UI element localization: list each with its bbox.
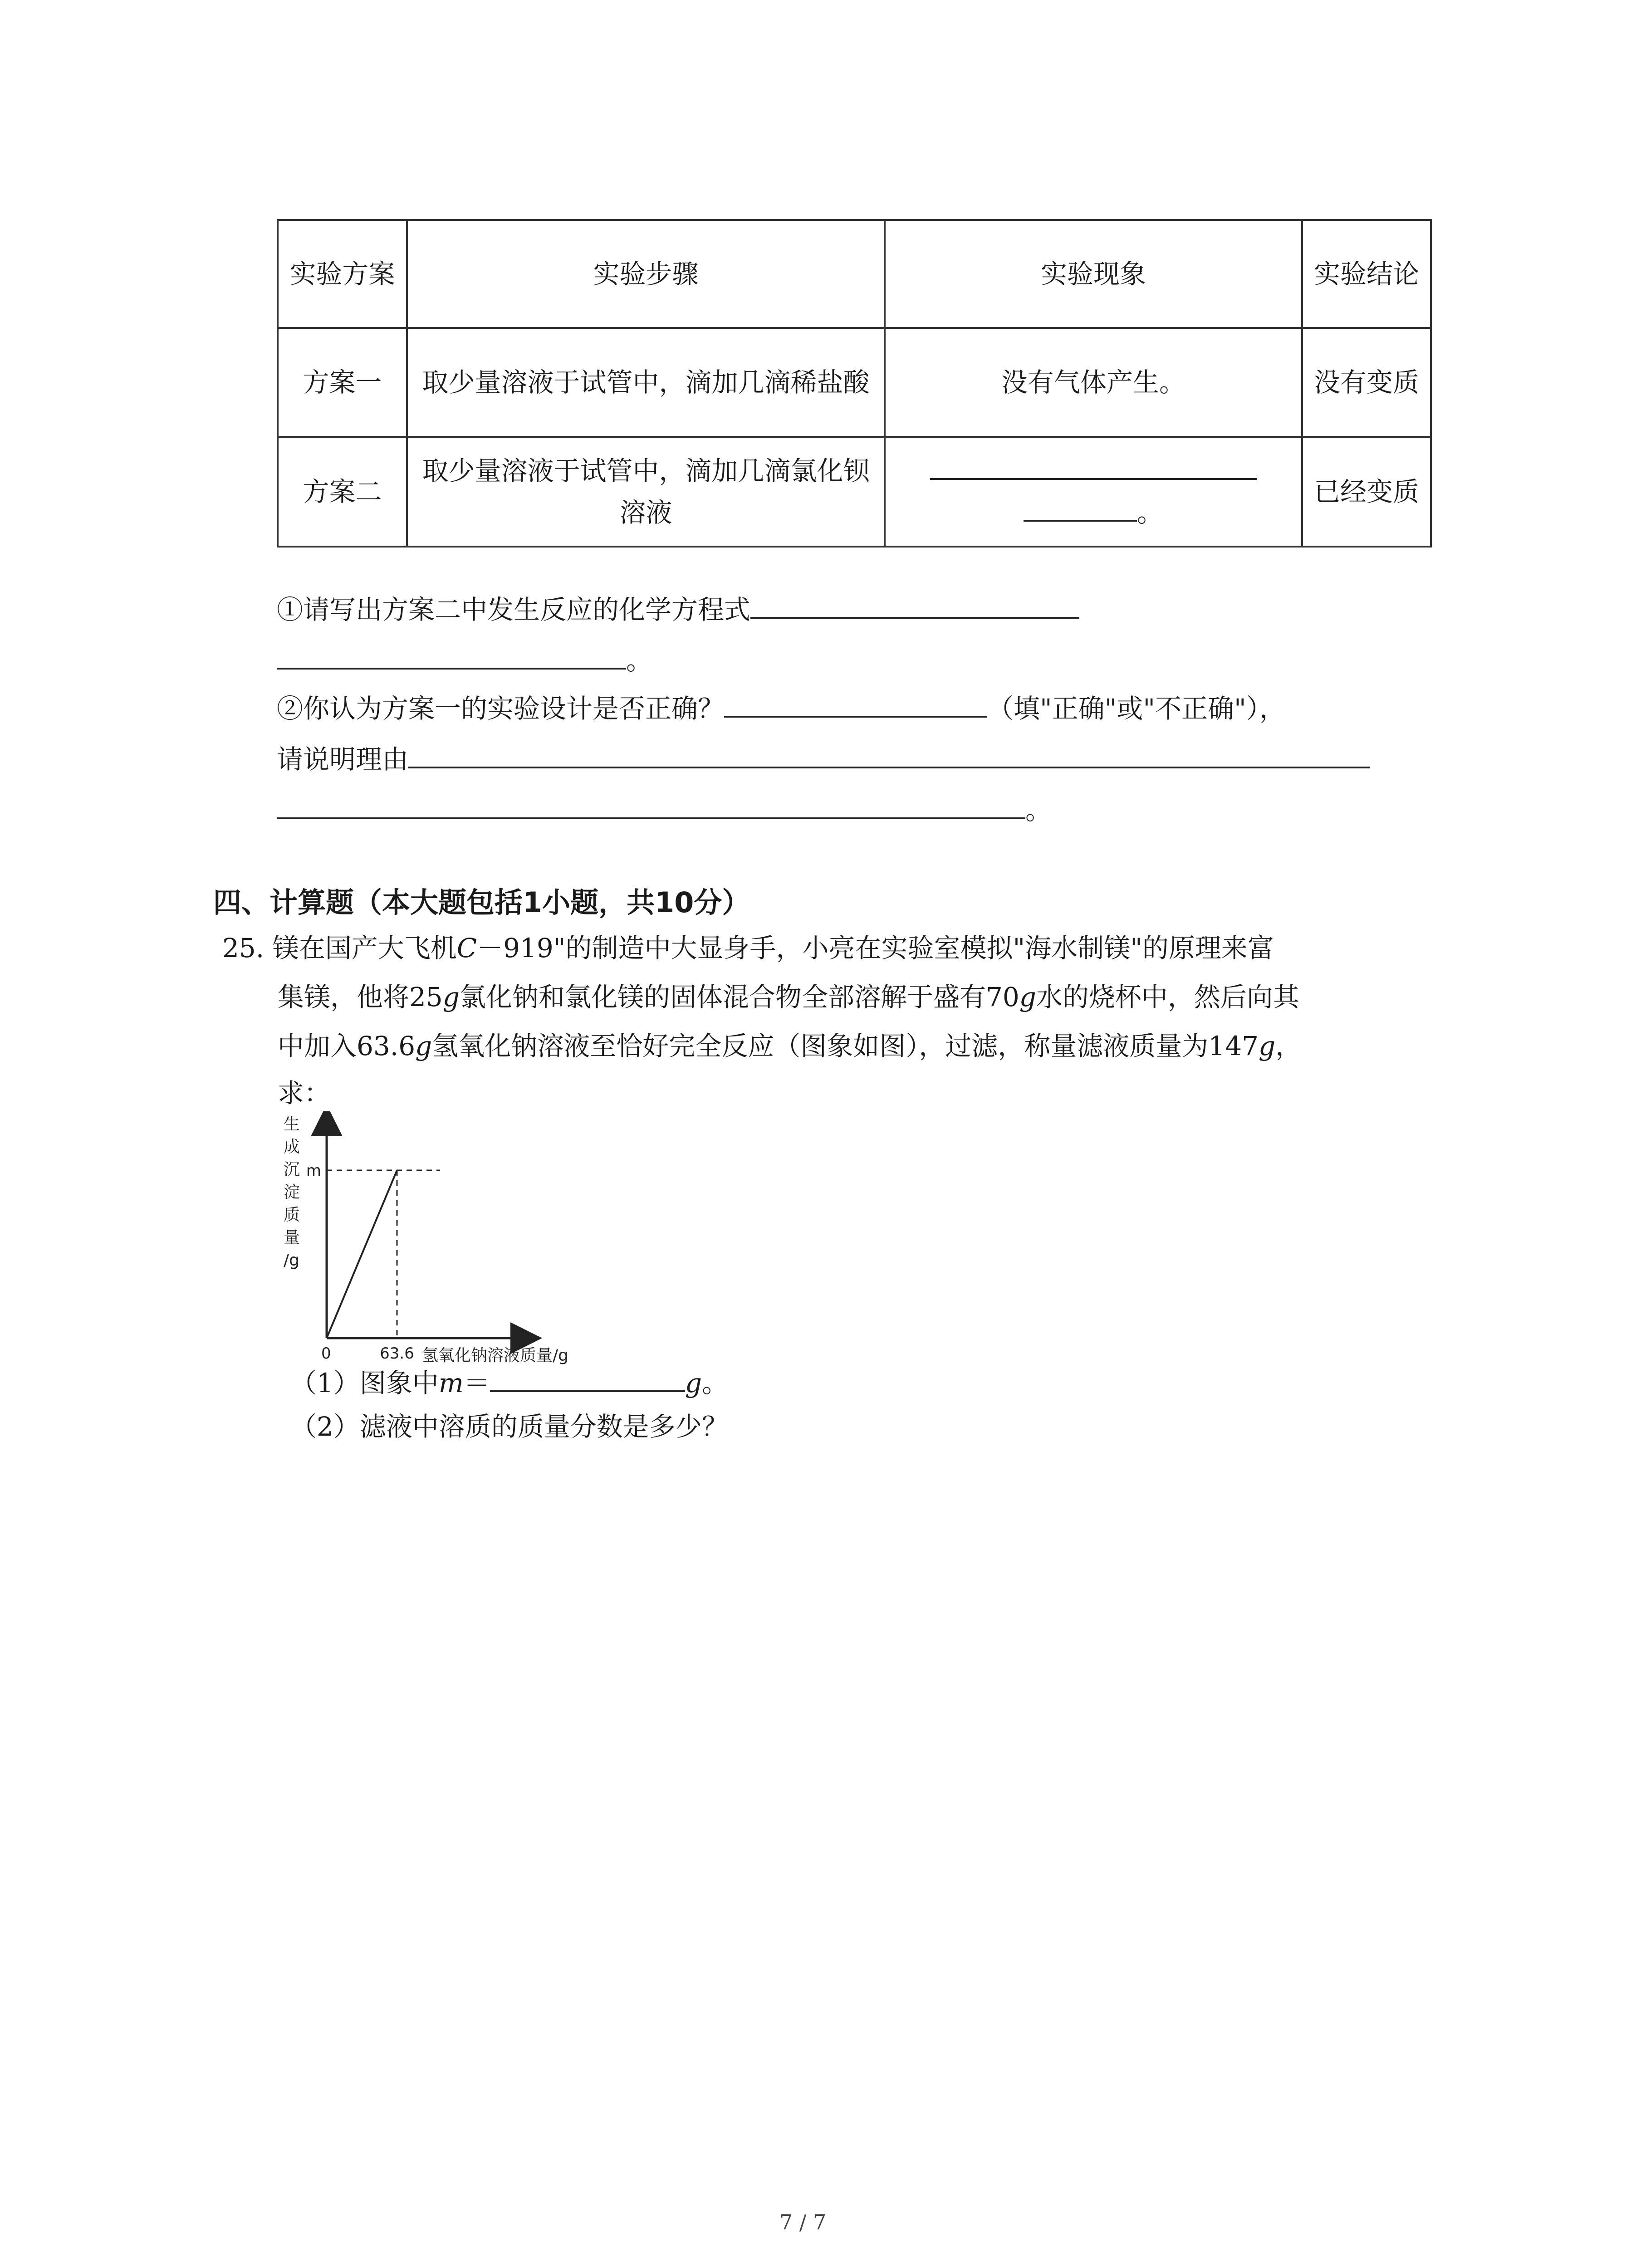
x-axis-label: 氢氧化钠溶液质量/g <box>422 1346 568 1365</box>
conclusion-cell: 已经变质 <box>1302 437 1431 547</box>
question-1 <box>277 590 1079 628</box>
answer-blank[interactable] <box>277 790 1025 819</box>
answer-blank[interactable] <box>930 477 1257 480</box>
y-axis-label-char: 量 <box>284 1228 300 1247</box>
origin-label: 0 <box>321 1344 331 1363</box>
answer-blank[interactable] <box>277 640 626 670</box>
step-cell: 取少量溶液于试管中，滴加几滴氯化钡溶液 <box>407 437 885 547</box>
table-row <box>278 328 1431 437</box>
y-axis-label-char: 沉 <box>284 1160 300 1179</box>
phenomenon-end: 。 <box>1136 497 1163 528</box>
question-2-continued: 。 <box>277 790 1052 828</box>
x-tick-label: 63.6 <box>380 1344 414 1363</box>
y-axis-label-char: /g <box>284 1251 299 1270</box>
conclusion-cell: 没有变质 <box>1302 328 1431 437</box>
data-series-line <box>327 1170 397 1338</box>
header-conclusion: 实验结论 <box>1302 220 1431 328</box>
section-title: 四、计算题（本大题包括1小题，共10分） <box>213 886 750 919</box>
phenomenon-cell <box>885 437 1302 547</box>
answer-blank[interactable] <box>1024 519 1137 522</box>
question-1-continued: 。 <box>277 640 652 679</box>
answer-blank[interactable] <box>408 739 1370 768</box>
question-1-text: ①请写出方案二中发生反应的化学方程式 <box>277 594 751 625</box>
y-axis-label-char: 成 <box>284 1138 300 1156</box>
y-tick-label: m <box>306 1162 321 1180</box>
experiment-table <box>277 219 1432 547</box>
header-phenomenon: 实验现象 <box>885 220 1302 328</box>
y-axis-label-char: 淀 <box>284 1183 300 1202</box>
table-row <box>278 437 1431 547</box>
problem-25-line-4: 求： <box>278 1078 331 1109</box>
answer-blank[interactable] <box>724 689 987 718</box>
question-2-hint: （填"正确"或"不正确"）， <box>987 693 1286 724</box>
problem-25-line-2: 集镁，他将25g氯化钠和氯化镁的固体混合物全部溶解于盛有70g水的烧杯中，然后向其 <box>278 982 1299 1012</box>
y-axis-label-char: 生 <box>284 1115 300 1134</box>
svg-text:生成沉淀质量/g <box>284 1115 300 1270</box>
header-step: 实验步骤 <box>407 220 885 328</box>
problem-number: 25. <box>222 933 265 963</box>
problem-25-line-1: 25. 镁在国产大飞机C－919"的制造中大显身手，小亮在实验室模拟"海水制镁"的原理来富 <box>222 933 1274 963</box>
page-number: 7 / 7 <box>779 2210 827 2234</box>
answer-blank[interactable] <box>490 1363 685 1392</box>
problem-25-line-3: 中加入63.6g氢氧化钠溶液至恰好完全反应（图象如图），过滤，称量滤液质量为147g， <box>278 1031 1302 1061</box>
y-axis-label-char: 质 <box>284 1206 300 1224</box>
table-header-row <box>278 220 1431 328</box>
plan-cell: 方案一 <box>278 328 407 437</box>
question-2-reason: 请说明理由 <box>277 739 1370 777</box>
question-2-text: ②你认为方案一的实验设计是否正确？ <box>277 693 725 724</box>
sub-question-2: （2）滤液中溶质的质量分数是多少？ <box>290 1411 728 1442</box>
y-axis-label <box>284 1115 300 1270</box>
answer-blank[interactable] <box>750 590 1079 619</box>
step-cell: 取少量溶液于试管中，滴加几滴稀盐酸 <box>407 328 885 437</box>
precipitate-graph <box>272 1111 617 1365</box>
header-plan: 实验方案 <box>278 220 407 328</box>
sub-question-1: （1）图象中m＝ g。 <box>290 1363 728 1401</box>
question-2 <box>277 689 1286 727</box>
plan-cell: 方案二 <box>278 437 407 547</box>
phenomenon-cell: 没有气体产生。 <box>885 328 1302 437</box>
